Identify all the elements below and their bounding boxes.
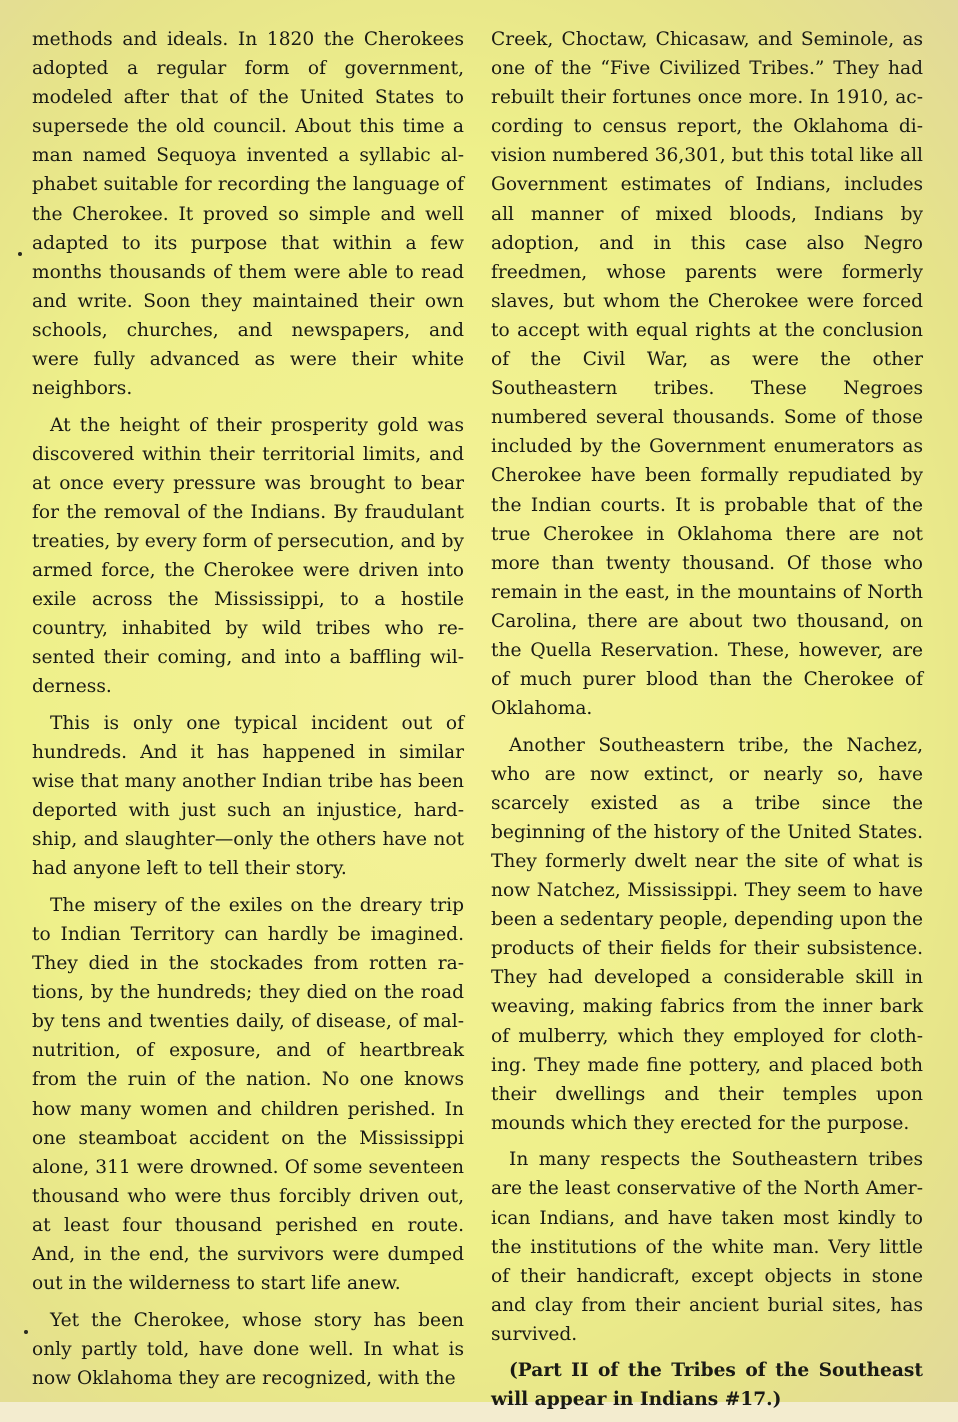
paragraph-cherokee-done-well: Yet the Cherokee, whose story has been only partly told, have done well. In what is now Oklahoma they are recognized, with the: [32, 1309, 464, 1389]
paragraph-least-conservative: In many respects the Southeastern tribes are the least conservative of the North American Indians, and have taken most kindly to the institutions of the white man. Very little of their handicraft, except objects in stone and clay from their ancient burial sites, has survived.: [491, 1149, 923, 1345]
paragraph-gold-removal: At the height of their prosperity gold was discovered within their territorial limits, and at once every pressure was brought to bear for the removal of the Indians. By fraudulant treaties, by every form of persecution, and by armed force, the Cherokee were driven into exile across the Mississippi, to a hostile country, inhabited by wild tribes who resented their coming, and into a baffling wilderness.: [32, 414, 464, 698]
paragraph-nachez: Another Southeastern tribe, the Nachez, who are now extinct, or nearly so, have scarcely existed as a tribe since the beginning of the history of the United States. They formerly dwelt near the site of what is now Natchez, Mississippi. They seem to have been a sedentary people, depending upon the products of their fields for their subsistence. They had developed a considerable skill in weaving, making fabrics from the inner bark of mulberry, which they employed for clothing. They made fine pottery, and placed both their dwellings and their temples upon mounds which they erected for the purpose.: [491, 734, 923, 1134]
paragraph-typical-incident: This is only one typical incident out of hundreds. And it has happened in similar wise that many another Indian tribe has been deported with just such an injustice, hardship, and slaughter—only the others have not had anyone left to tell their story.: [32, 712, 464, 880]
paragraph-sequoya: methods and ideals. In 1820 the Cherokees adopted a regular form of government, modeled after that of the United States to supersede the old council. About this time a man named Sequoya invented a syllabic alphabet suitable for recording the language of the Cherokee. It proved so simple and well adapted to its purpose that within a few months thousands of them were able to read and write. Soon they maintained their own schools, churches, and newspapers, and were fully advanced as were their white neighbors.: [32, 29, 464, 400]
paragraph-five-civilized-tribes: Creek, Choctaw, Chicasaw, and Seminole, as one of the “Five Civilized Tribes.” They had rebuilt their fortunes once more. In 1910, according to census report, the Oklahoma division numbered 36,301, but this total like all Government estimates of Indians, includes all manner of mixed bloods, Indians by adoption, and in this case also Negro freedmen, whose parents were formerly slaves, but whom the Cherokee were forced to accept with equal rights at the conclusion of the Civil War, as were the other Southeastern tribes. These Negroes numbered several thousands. Some of those included by the Government enumerators as Cherokee have been formally repudiated by the Indian courts. It is probable that of the true Cherokee in Oklahoma there are not more than twenty thousand. Of those who remain in the east, in the mountains of North Carolina, there are about two thousand, on the Quella Reservation. These, however, are of much purer blood than the Cherokee of Oklahoma.: [491, 29, 923, 720]
ink-speck: [18, 252, 22, 256]
left-column: [32, 25, 464, 1400]
right-column: [491, 25, 923, 1422]
closing-note: (Part II of the Tribes of the Southeast will appear in Indians #17.): [491, 1360, 923, 1411]
paragraph-misery-of-exiles: The misery of the exiles on the dreary trip to Indian Territory can hardly be imagined. They died in the stockades from rotten rations, by the hundreds; they died on the road by tens and twenties daily, of disease, of malnutrition, of exposure, and of heartbreak from the ruin of the nation. No one knows how many women and children perished. In one steamboat accident on the Mississippi alone, 311 were drowned. Of some seventeen thousand who were thus forcibly driven out, at least four thousand perished en route. And, in the end, the survivors were dumped out in the wilderness to start life anew.: [32, 894, 464, 1295]
ink-speck: [24, 1330, 28, 1334]
